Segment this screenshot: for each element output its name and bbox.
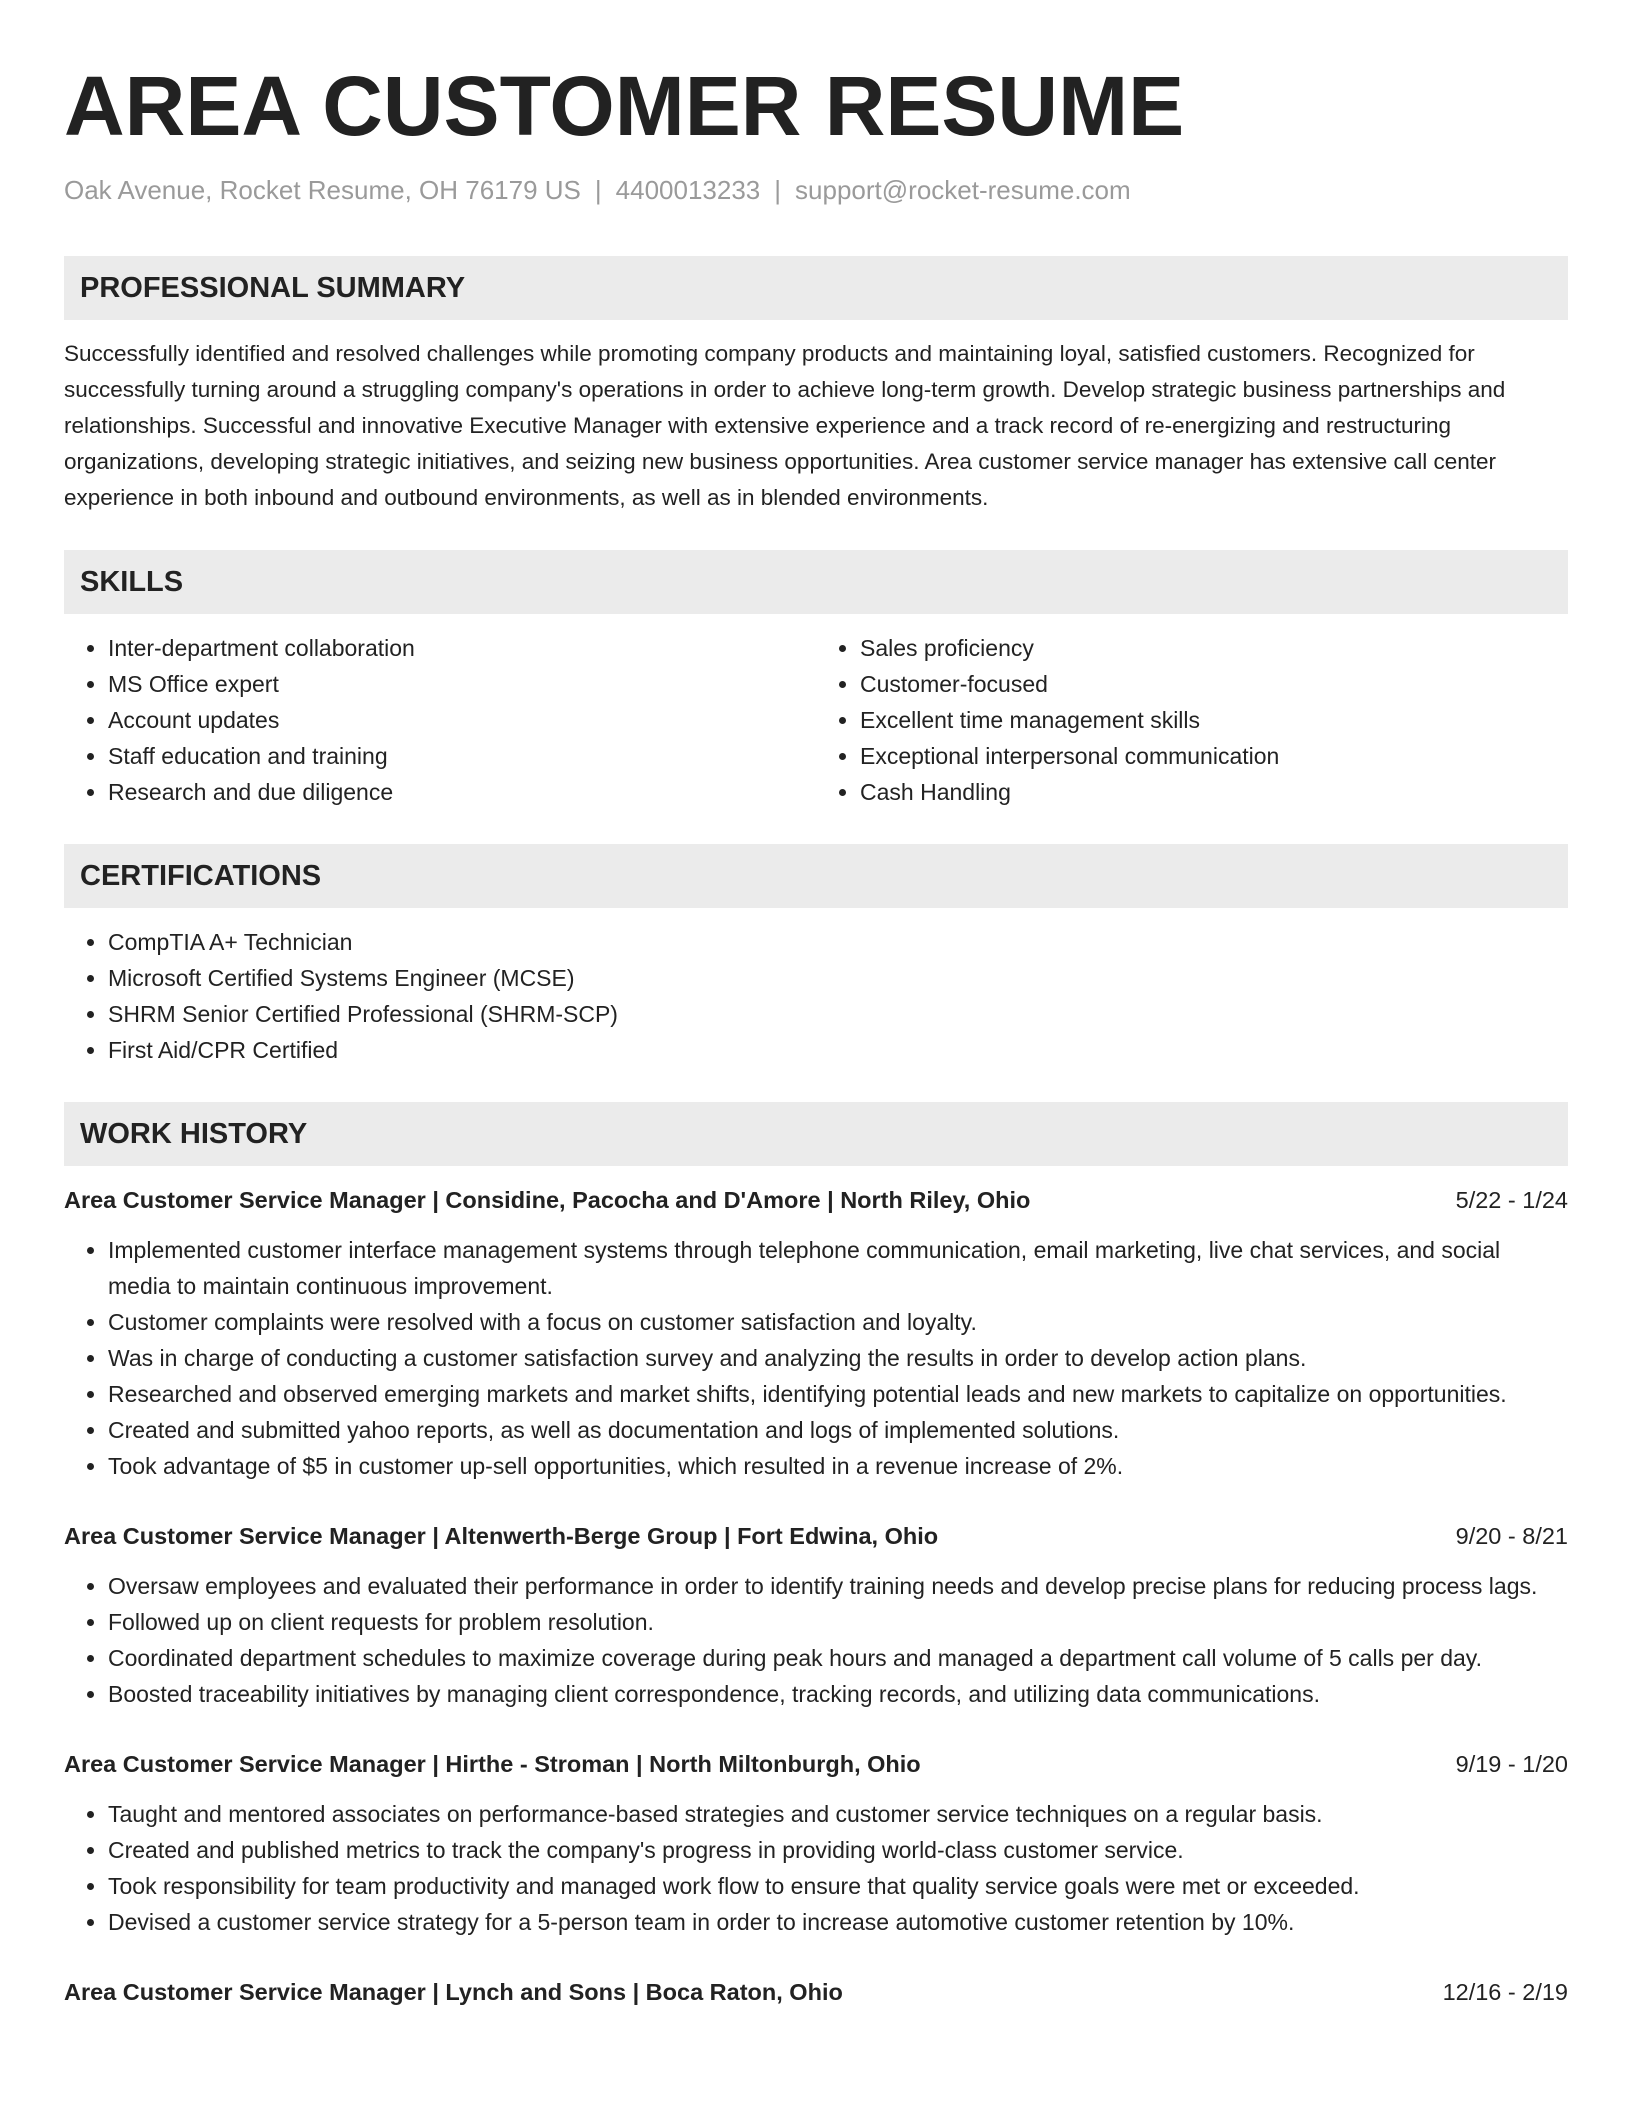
section-header-skills: SKILLS (64, 550, 1568, 614)
skill-item: • Cash Handling (860, 774, 1568, 810)
job-bullet: • Coordinated department schedules to maximize coverage during peak hours and managed a department call volume of 5 calls per day. (108, 1640, 1568, 1676)
certification-item: • First Aid/CPR Certified (108, 1032, 1568, 1068)
job-bullets (64, 1796, 1568, 1940)
job-bullet: • Took responsibility for team productivity and managed work flow to ensure that quality service goals were met or exceeded. (108, 1868, 1568, 1904)
skill-item: • Sales proficiency (860, 630, 1568, 666)
skill-item: • Staff education and training (108, 738, 816, 774)
certification-item: • Microsoft Certified Systems Engineer (MCSE) (108, 960, 1568, 996)
skill-item: • Account updates (108, 702, 816, 738)
summary-text: Successfully identified and resolved challenges while promoting company products and maintaining loyal, satisfied customers. Recognized for successfully turning around a struggling company's operations in order to achieve long-term growth. Develop strategic business partnerships and relationships. Successful and innovative Executive Manager with extensive experience and a track record of re-energizing and restructuring organizations, developing strategic initiatives, and seizing new business opportunities. Area customer service manager has extensive call center experience in both inbound and outbound environments, as well as in blended environments. (64, 341, 1506, 510)
contact-phone: 4400013233 (615, 175, 761, 205)
skills-list-left (64, 630, 816, 810)
job-title: Area Customer Service Manager | Altenwerth-Berge Group | Fort Edwina, Ohio (64, 1523, 939, 1549)
job-dates: 9/20 - 8/21 (1455, 1523, 1568, 1549)
contact-address: Oak Avenue, Rocket Resume, OH 76179 US (64, 175, 581, 205)
skill-item: • Customer-focused (860, 666, 1568, 702)
job-dates: 5/22 - 1/24 (1455, 1187, 1568, 1213)
job-header (64, 1974, 1568, 2010)
skill-item: • MS Office expert (108, 666, 816, 702)
resume-name: AREA CUSTOMER RESUME (64, 59, 1185, 153)
job-entry (64, 1974, 1568, 2010)
contact-email: support@rocket-resume.com (795, 175, 1131, 205)
skills-columns (64, 630, 1568, 810)
job-title: Area Customer Service Manager | Lynch and Sons | Boca Raton, Ohio (64, 1979, 843, 2005)
job-entry (64, 1746, 1568, 1940)
section-header-work-history: WORK HISTORY (64, 1102, 1568, 1166)
job-bullet: • Took advantage of $5 in customer up-sell opportunities, which resulted in a revenue increase of 2%. (108, 1448, 1568, 1484)
job-bullet: • Researched and observed emerging markets and market shifts, identifying potential leads and new markets to capitalize on opportunities. (108, 1376, 1568, 1412)
job-header (64, 1518, 1568, 1554)
skill-item: • Inter-department collaboration (108, 630, 816, 666)
certifications-list (64, 924, 1568, 1068)
job-bullet: • Implemented customer interface management systems through telephone communication, email marketing, live chat services, and social media to maintain continuous improvement. (108, 1232, 1568, 1304)
job-entry (64, 1518, 1568, 1712)
job-header (64, 1746, 1568, 1782)
job-bullet: • Taught and mentored associates on performance-based strategies and customer service techniques on a regular basis. (108, 1796, 1568, 1832)
skill-item: • Excellent time management skills (860, 702, 1568, 738)
resume-page (64, 0, 1568, 2010)
job-header (64, 1182, 1568, 1218)
skills-list-right (816, 630, 1568, 810)
job-dates: 9/19 - 1/20 (1455, 1751, 1568, 1777)
job-bullet: • Boosted traceability initiatives by managing client correspondence, tracking records, and utilizing data communications. (108, 1676, 1568, 1712)
job-bullet: • Was in charge of conducting a customer satisfaction survey and analyzing the results in order to develop action plans. (108, 1340, 1568, 1376)
certification-item: • CompTIA A+ Technician (108, 924, 1568, 960)
contact-separator: | (774, 175, 782, 205)
section-header-certifications: CERTIFICATIONS (64, 844, 1568, 908)
job-title: Area Customer Service Manager | Hirthe - Stroman | North Miltonburgh, Ohio (64, 1751, 921, 1777)
job-entry (64, 1182, 1568, 1484)
job-bullet: • Created and published metrics to track the company's progress in providing world-class customer service. (108, 1832, 1568, 1868)
job-bullets (64, 1568, 1568, 1712)
job-bullet: • Followed up on client requests for problem resolution. (108, 1604, 1568, 1640)
job-bullets (64, 1232, 1568, 1484)
skill-item: • Exceptional interpersonal communication (860, 738, 1568, 774)
certification-item: • SHRM Senior Certified Professional (SHRM-SCP) (108, 996, 1568, 1032)
section-header-summary: PROFESSIONAL SUMMARY (64, 256, 1568, 320)
contact-separator: | (594, 175, 602, 205)
job-dates: 12/16 - 2/19 (1442, 1979, 1568, 2005)
job-title: Area Customer Service Manager | Considine, Pacocha and D'Amore | North Riley, Ohio (64, 1187, 1031, 1213)
skill-item: • Research and due diligence (108, 774, 816, 810)
job-bullet: • Devised a customer service strategy for a 5-person team in order to increase automotive customer retention by 10%. (108, 1904, 1568, 1940)
contact-line (64, 174, 1568, 206)
job-bullet: • Customer complaints were resolved with a focus on customer satisfaction and loyalty. (108, 1304, 1568, 1340)
job-bullet: • Oversaw employees and evaluated their performance in order to identify training needs and develop precise plans for reducing process lags. (108, 1568, 1568, 1604)
job-bullet: • Created and submitted yahoo reports, as well as documentation and logs of implemented solutions. (108, 1412, 1568, 1448)
